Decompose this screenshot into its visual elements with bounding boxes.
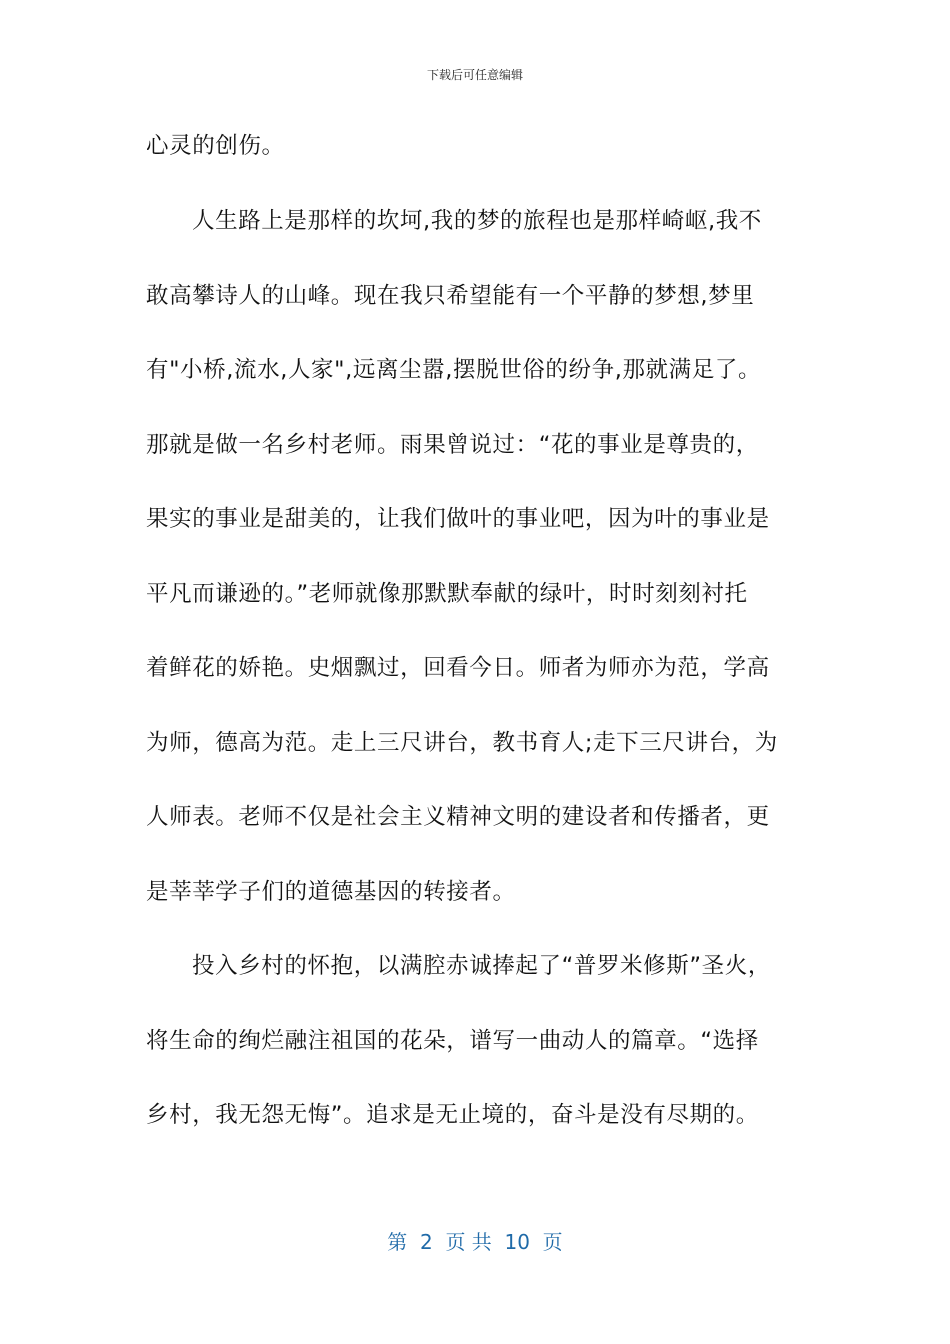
text-line: 是莘莘学子们的道德基因的转接者。: [146, 879, 516, 905]
text-line: 敢高攀诗人的山峰。现在我只希望能有一个平静的梦想,梦里: [146, 283, 755, 309]
text-line: 平凡而谦逊的。”老师就像那默默奉献的绿叶，时时刻刻衬托: [146, 581, 748, 607]
text-line: 人师表。老师不仅是社会主义精神文明的建设者和传播者，更: [146, 804, 770, 830]
header-note: 下载后可任意编辑: [426, 68, 523, 82]
text-line: 乡村，我无怨无悔”。追求是无止境的，奋斗是没有尽期的。: [146, 1102, 759, 1128]
text-line: 着鲜花的娇艳。史烟飘过，回看今日。师者为师亦为范，学高: [146, 655, 770, 681]
text-line: 为师，德高为范。走上三尺讲台，教书育人;走下三尺讲台，为: [146, 730, 778, 756]
text-line: 心灵的创伤。: [146, 133, 285, 159]
page-number-footer: [0, 1226, 950, 1255]
text-line: 果实的事业是甜美的，让我们做叶的事业吧，因为叶的事业是: [146, 506, 770, 532]
text-line: 将生命的绚烂融注祖国的花朵，谱写一曲动人的篇章。“选择: [146, 1028, 759, 1054]
page-number-label: 第 2 页 共 10 页: [387, 1230, 563, 1254]
text-line: 人生路上是那样的坎坷,我的梦的旅程也是那样崎岖,我不: [192, 208, 762, 234]
text-line: 投入乡村的怀抱，以满腔赤诚捧起了“普罗米修斯”圣火，: [192, 953, 771, 979]
text-line: 那就是做一名乡村老师。雨果曾说过：“花的事业是尊贵的，: [146, 432, 759, 458]
text-line: 有"小桥,流水,人家",远离尘嚣,摆脱世俗的纷争,那就满足了。: [146, 357, 762, 383]
